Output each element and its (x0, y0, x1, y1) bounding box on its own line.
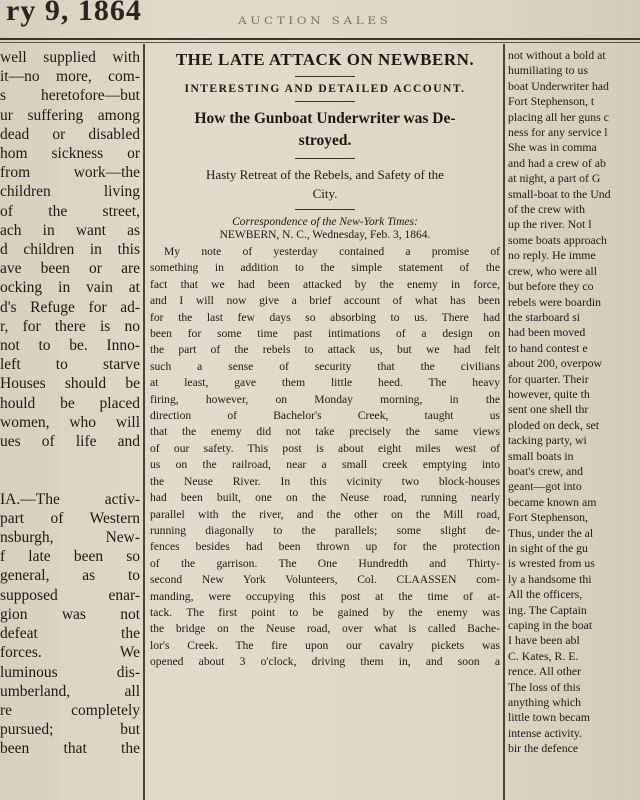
right-column-line: became known am (508, 494, 597, 509)
article-body-line: for the last few days so absorbing to us. There had (150, 310, 500, 324)
left-column-line: ur suffering among (0, 106, 140, 124)
left-column-line: been that the (0, 740, 140, 758)
right-column-line: however, quite th (508, 386, 590, 401)
left-column-line: from work—the (0, 164, 140, 182)
left-column-line: f late been so (0, 548, 140, 566)
article-body-line: something in addition to the simple statement of the (150, 261, 500, 275)
correspondence-credit: Correspondence of the New-York Times: (232, 216, 418, 228)
article-body-line: such a sense of security that the civilians (150, 359, 500, 373)
article-body-line: My note of yesterday contained a promise of (164, 245, 500, 258)
right-column-line: is wrested from us (508, 556, 595, 571)
article-body (150, 244, 500, 671)
article-body-line: us on the railroad, near a small creek emptying into (150, 458, 500, 472)
right-column-line: boat's crew, and (508, 463, 584, 478)
left-column-line: pursued; but (0, 721, 140, 739)
right-column-line: not without a bold at (508, 48, 606, 62)
right-column (508, 48, 640, 800)
left-column-line: luminous dis- (0, 663, 140, 681)
right-column-line: caping in the boat (508, 618, 593, 633)
column-rule-left (143, 44, 145, 800)
left-column-line (0, 451, 140, 470)
article-body-line: firing, however, on Monday morning, in the (150, 392, 500, 406)
article-body-line: and I will now give a brief account of what has been (150, 294, 500, 308)
article-body-line: lor's Creek. The fire upon our cavalry pickets was (150, 638, 500, 652)
right-column-line: I have been abl (508, 633, 580, 648)
left-column-line: nsburgh, New- (0, 529, 140, 547)
article-body-line: fact that we had been attacked by the enemy in force, (150, 277, 500, 291)
left-column-line (0, 470, 140, 489)
article-deck-primary (150, 108, 500, 152)
right-column-line: tacking party, wi (508, 433, 587, 448)
right-column-line: to hand contest e (508, 340, 588, 355)
right-column-line: rebels were boardin (508, 294, 602, 309)
right-column-line: C. Kates, R. E. (508, 648, 579, 663)
article-body-line: opened about 3 o'clock, driving them in, and soon a (150, 655, 500, 669)
left-column-line: d children in this (0, 241, 140, 259)
deck-line: City. (312, 186, 338, 201)
separator-rule (295, 101, 355, 102)
separator-rule (295, 158, 355, 159)
right-column-line: no reply. He imme (508, 248, 596, 263)
left-column-line: left to starve (0, 356, 140, 374)
left-column-line: well supplied with (0, 49, 140, 66)
left-column-line: r, for there is no (0, 317, 140, 335)
left-column-line: women, who will (0, 413, 140, 431)
left-column-line: gion was not (0, 605, 140, 623)
left-column-line: defeat the (0, 625, 140, 643)
left-column-line: ocking in vain at (0, 279, 140, 297)
left-column-line: children living (0, 183, 140, 201)
left-column-line: umberland, all (0, 682, 140, 700)
article-body-line: of the garrison. The One Hundredth and Thirty- (150, 556, 500, 570)
right-column-line: bir the defence (508, 741, 579, 756)
right-column-line: at night, a part of G (508, 171, 601, 186)
article-body-line: second New York Volunteers, Col. CLAASSEN com- (150, 573, 500, 587)
masthead-rule-thin (0, 42, 640, 43)
article-body-line: parallel with the river, and the other on the Mill road, (150, 507, 500, 521)
right-column-line: The loss of this (508, 679, 581, 694)
right-column-line: rence. All other (508, 664, 582, 679)
deck-line: Hasty Retreat of the Rebels, and Safety of the (206, 167, 444, 182)
right-column-line: She was in comma (508, 140, 597, 155)
left-column-line: ach in want as (0, 221, 140, 239)
right-column-line: of the crew with (508, 202, 585, 217)
right-column-line: for quarter. Their (508, 371, 589, 386)
left-column-line: supposed enar- (0, 586, 140, 604)
right-column-line: Thus, under the al (508, 525, 594, 540)
right-column-line: humiliating to us (508, 63, 588, 78)
left-column-line: not to be. Inno- (0, 337, 140, 355)
right-column-line: anything which (508, 695, 582, 710)
left-column-line: it—no more, com- (0, 68, 140, 86)
left-column (0, 48, 140, 800)
article-body-line: manding, were occupying this post at the time of at- (150, 589, 500, 603)
right-column-line: up the river. Not l (508, 217, 592, 232)
right-column-line: but before they co (508, 279, 594, 294)
left-column-line: dead or disabled (0, 125, 140, 143)
article-body-line: fences besides had been thrown up for the protection (150, 540, 500, 554)
right-column-line: sent one shell thr (508, 402, 589, 417)
left-column-line: general, as to (0, 567, 140, 585)
right-column-line: Fort Stephenson, (508, 510, 588, 525)
article-body-line: running diagonally to the parallels; some slight de- (150, 523, 500, 537)
left-column-line: s heretofore—but (0, 87, 140, 105)
article-body-line: tack. The first point to be gained by the enemy was (150, 605, 500, 619)
right-column-line: and had a crew of ab (508, 155, 606, 170)
separator-rule (295, 76, 355, 77)
article-body-line: the Neuse River. In this vicinity two block-houses (150, 474, 500, 488)
right-column-line: ploded on deck, set (508, 417, 600, 432)
right-column-line: boat Underwriter had (508, 78, 609, 93)
left-column-line: hom sickness or (0, 145, 140, 163)
right-column-line: All the officers, (508, 587, 583, 602)
right-column-line: geant—got into (508, 479, 582, 494)
right-column-line: ness for any service l (508, 125, 608, 140)
deck-line: stroyed. (298, 132, 352, 149)
right-column-line: about 200, overpow (508, 356, 603, 371)
separator-rule (295, 209, 355, 210)
right-column-line: Fort Stephenson, t (508, 94, 595, 109)
article-body-line: at least, gave them little heed. The heavy (150, 376, 500, 390)
masthead-rule (0, 38, 640, 40)
article-body-line: that the enemy did not take precisely the same views (150, 425, 500, 439)
article-dateline: NEWBERN, N. C., Wednesday, Feb. 3, 1864. (219, 229, 431, 241)
right-column-line: in sight of the gu (508, 541, 588, 555)
article-body-line: been for some time past intimations of a design on (150, 327, 500, 341)
article-body-line: had been built, one on the Neuse road, running nearly (150, 491, 500, 505)
left-column-line: IA.—The activ- (0, 490, 140, 508)
left-column-line: ues of life and (0, 433, 140, 451)
left-column-line: hould be placed (0, 394, 140, 412)
article-headline: THE LATE ATTACK ON NEWBERN. (175, 50, 475, 69)
right-column-line: the starboard si (508, 309, 581, 324)
right-column-line: had been moved (508, 325, 586, 340)
left-column-line: Houses should be (0, 375, 140, 393)
left-column-line: of the street, (0, 202, 140, 220)
deck-line: How the Gunboat Underwriter was De- (194, 110, 456, 127)
article-subhead: INTERESTING AND DETAILED ACCOUNT. (184, 83, 466, 95)
right-column-line: little town becam (508, 710, 590, 725)
masthead-date: ry 9, 1864 (6, 0, 142, 27)
article-body-line: the part of the rebels to attack us, but we had felt (150, 343, 500, 357)
masthead-right-heading: AUCTION SALES (238, 16, 392, 27)
left-column-line: ave been or are (0, 260, 140, 278)
right-column-line: ly a handsome thi (508, 571, 592, 586)
right-column-line: crew, who were all (508, 263, 597, 278)
left-column-line: re completely (0, 701, 140, 719)
article-body-line: of our safety. This post is about eight miles west of (150, 441, 500, 455)
right-column-line: intense activity. (508, 725, 582, 740)
article-body-line: the bridge on the Neuse road, over what is called Bache- (150, 622, 500, 636)
right-column-line: some boats approach (508, 232, 607, 247)
right-column-line: ing. The Captain (508, 602, 587, 617)
left-column-line: forces. We (0, 644, 140, 662)
right-column-line: placing all her guns c (508, 109, 609, 124)
left-column-line: part of Western (0, 509, 140, 527)
right-column-line: small-boat to the Und (508, 186, 611, 201)
article-deck-secondary (150, 165, 500, 203)
right-column-line: small boats in (508, 448, 574, 463)
left-column-line: d's Refuge for ad- (0, 298, 140, 316)
article-column (150, 48, 500, 800)
article-body-line: direction of Bachelor's Creek, taught us (150, 409, 500, 423)
column-rule-right (503, 44, 505, 800)
